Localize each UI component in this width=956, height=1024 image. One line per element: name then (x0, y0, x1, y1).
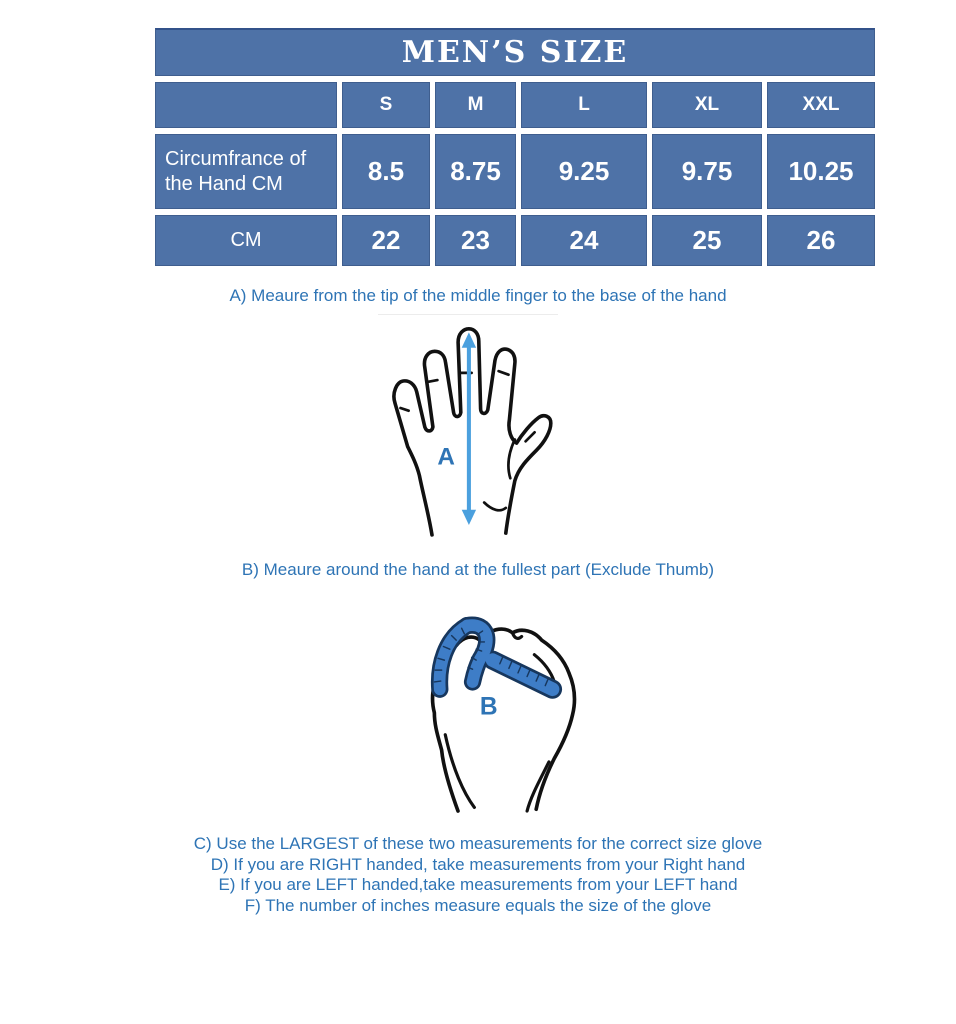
circumference-value-m: 8.75 (435, 134, 516, 209)
instruction-line-a: A) Meaure from the tip of the middle finger to the base of the hand (229, 286, 727, 305)
circumference-value-l: 9.25 (521, 134, 647, 209)
empty-corner-cell (155, 82, 337, 128)
size-chart-table (155, 28, 875, 266)
hand-b-label: B (479, 693, 498, 721)
instruction-line-f: F) The number of inches measure equals the size of the glove (244, 895, 712, 915)
circumference-value-s: 8.5 (342, 134, 430, 209)
cm-value-l: 24 (521, 215, 647, 266)
open-hand-outline (394, 329, 551, 535)
col-header-l: L (521, 82, 647, 128)
col-header-xxl: XXL (767, 82, 875, 128)
circumference-value-xl: 9.75 (652, 134, 762, 209)
row-label-cm: CM (155, 215, 337, 266)
hand-a-label: A (437, 443, 455, 471)
col-header-s: S (342, 82, 430, 128)
open-hand-illustration (378, 315, 558, 546)
fist-illustration (398, 593, 598, 830)
row-label-circumference: Circumfrance of the Hand CM (155, 134, 337, 209)
instruction-line-d: D) If you are RIGHT handed, take measurements from your Right hand (210, 854, 746, 874)
cm-value-xxl: 26 (767, 215, 875, 266)
cm-value-s: 22 (342, 215, 430, 266)
instruction-block-cdef (0, 834, 956, 916)
instruction-line-b: B) Meaure around the hand at the fullest part (Exclude Thumb) (241, 560, 715, 579)
circumference-value-xxl: 10.25 (767, 134, 875, 209)
cm-value-m: 23 (435, 215, 516, 266)
cm-value-xl: 25 (652, 215, 762, 266)
table-title: MEN’S SIZE (155, 28, 875, 76)
col-header-m: M (435, 82, 516, 128)
instruction-line-c: C) Use the LARGEST of these two measurements for the correct size glove (193, 834, 763, 853)
col-header-xl: XL (652, 82, 762, 128)
hand-b-figure (398, 593, 598, 830)
hand-a-figure (378, 314, 558, 546)
instruction-line-e: E) If you are LEFT handed,take measurements from your LEFT hand (218, 875, 738, 894)
